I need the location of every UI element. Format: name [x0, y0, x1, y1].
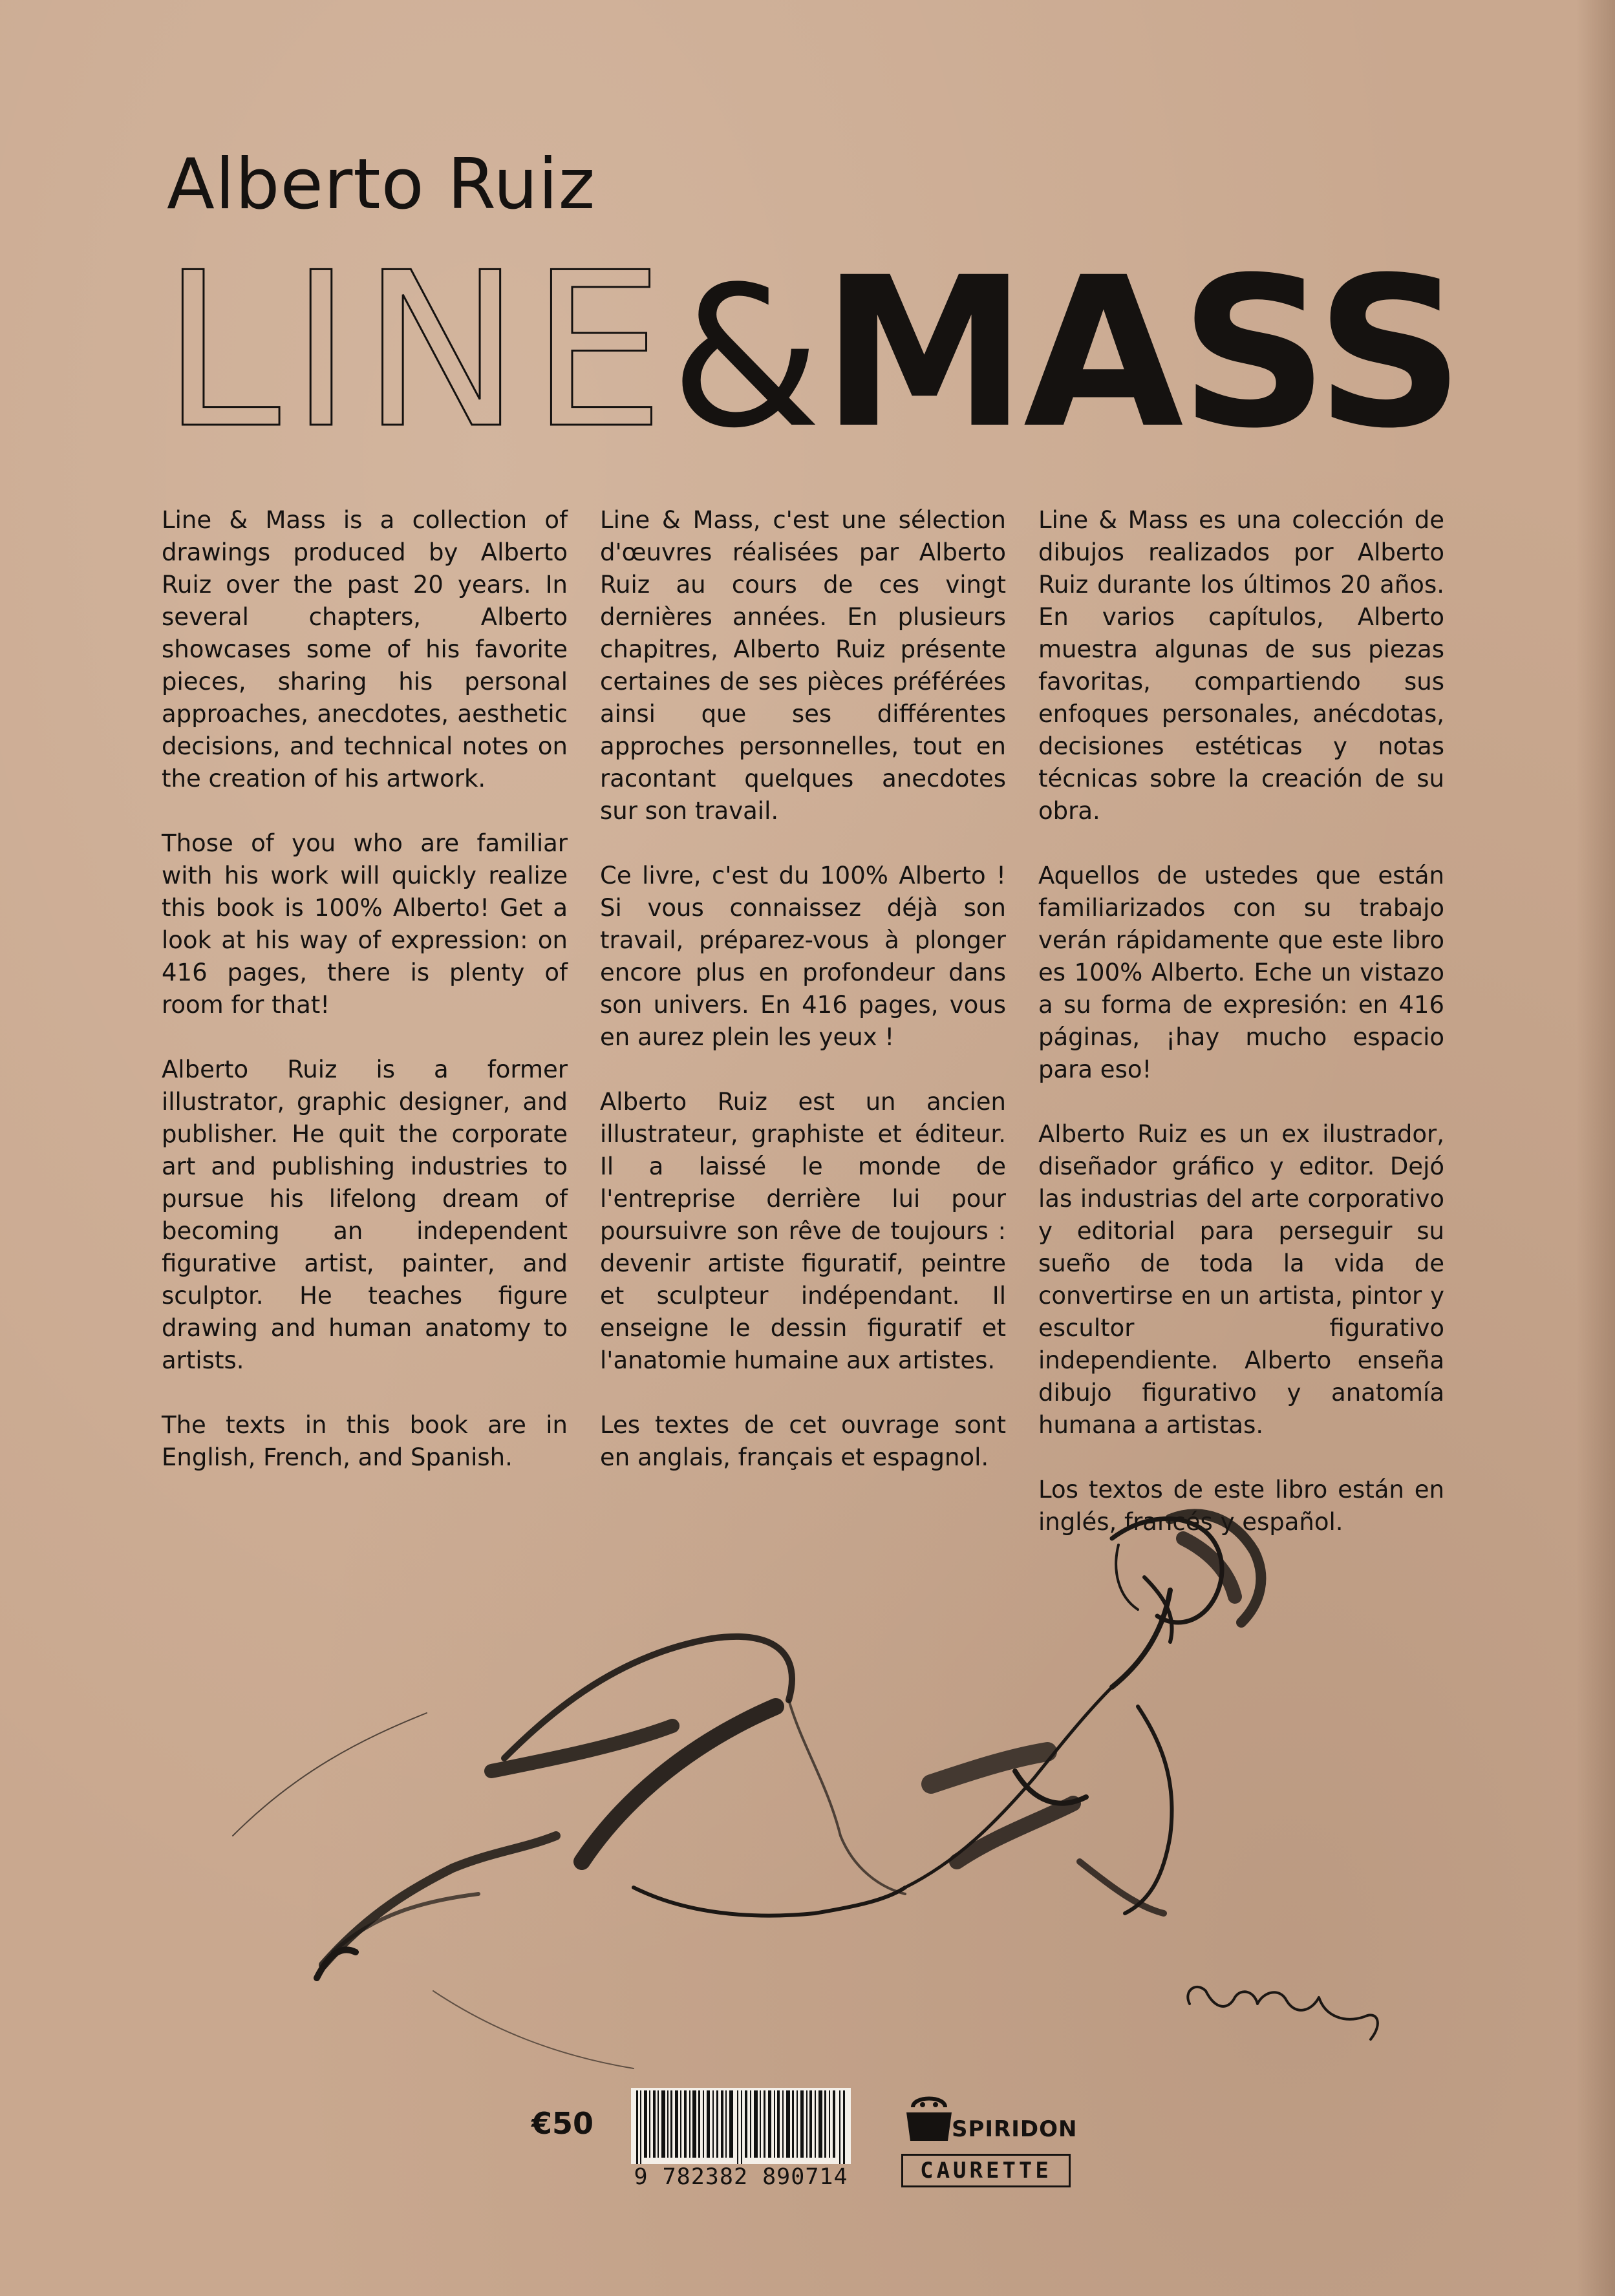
cover-edge-shadow [1576, 0, 1615, 2296]
imprint-name: CAURETTE [901, 2154, 1071, 2187]
english-paragraph-2: Those of you who are familiar with his work will quickly realize this book is 100% Alberto! Get a look at his way of expression: on 416 pages, there is plenty of room for that! [162, 829, 568, 1019]
french-paragraph-2: Ce livre, c'est du 100% Alberto ! Si vous connaissez déjà son travail, préparez-vous à plonger encore plus en profondeur dans son univers. En 416 pages, vous en aurez plein les yeux ! [600, 862, 1006, 1051]
french-column [600, 504, 1006, 1506]
spanish-paragraph-1: Line & Mass es una colección de dibujos realizados por Alberto Ruiz durante los últimos 20 años. En varios capítulos, Alberto muestra algunas de sus piezas favoritas, compartiendo sus enfoques personales, anécdotas, decisiones estéticas y notas técnicas sobre la creación de su obra. [1038, 506, 1444, 825]
title-line-word: LINE [162, 227, 674, 475]
english-column [162, 504, 568, 1506]
isbn-barcode [625, 2088, 857, 2191]
reclining-figure-sketch [220, 1500, 1416, 2094]
book-title [162, 227, 1461, 475]
spanish-paragraph-3: Alberto Ruiz es un ex ilustrador, diseñador gráfico y editor. Dejó las industrias del arte corporativo y editorial para perseguir su sueño de toda la vida de convertirse en un artista, pintor y escultor figurativo independiente. Alberto enseña dibujo figurativo y anatomía humana a artistas. [1038, 1120, 1444, 1439]
publisher-block [901, 2089, 1076, 2193]
english-paragraph-3: Alberto Ruiz is a former illustrator, graphic designer, and publisher. He quit the corporate art and publishing industries to pursue his lifelong dream of becoming an independent figurative artist, painter, and sculptor. He teaches figure drawing and human anatomy to artists. [162, 1056, 568, 1374]
spiridon-logo-icon [901, 2089, 957, 2145]
price-label: €50 [531, 2106, 594, 2141]
french-paragraph-3: Alberto Ruiz est un ancien illustrateur, graphiste et éditeur. Il a laissé le monde de l'entreprise derrière lui pour poursuivre son rêve de toujours : devenir artiste figuratif, peintre et sculpteur indépendant. Il enseigne le dessin figuratif et l'anatomie humaine aux artistes. [600, 1088, 1006, 1374]
title-mass-word: MASS [821, 233, 1461, 474]
author-name: Alberto Ruiz [167, 144, 596, 225]
title-ampersand: & [670, 245, 822, 471]
isbn-number: 9 782382 890714 [634, 2164, 848, 2190]
barcode-icon [631, 2088, 851, 2164]
french-paragraph-4: Les textes de cet ouvrage sont en anglais, français et espagnol. [600, 1411, 1006, 1471]
spanish-paragraph-2: Aquellos de ustedes que están familiarizados con su trabajo verán rápidamente que este libro es 100% Alberto. Eche un vistazo a su forma de expresión: en 416 páginas, ¡hay mucho espacio para eso! [1038, 862, 1444, 1083]
french-paragraph-1: Line & Mass, c'est une sélection d'œuvres réalisées par Alberto Ruiz au cours de ces vingt dernières années. En plusieurs chapitres, Alberto Ruiz présente certaines de ses pièces préférées ainsi que ses différentes approches personnelles, tout en racontant quelques anecdotes sur son travail. [600, 506, 1006, 825]
publisher-name: SPIRIDON [952, 2116, 1078, 2142]
spanish-column [1038, 504, 1444, 1571]
english-paragraph-1: Line & Mass is a collection of drawings produced by Alberto Ruiz over the past 20 years. In several chapters, Alberto showcases some of his favorite pieces, sharing his personal approaches, anecdotes, aesthetic decisions, and technical notes on the creation of his artwork. [162, 506, 568, 792]
english-paragraph-4: The texts in this book are in English, French, and Spanish. [162, 1411, 568, 1471]
spanish-paragraph-4: Los textos de este libro están en inglés, francés y español. [1038, 1476, 1444, 1536]
